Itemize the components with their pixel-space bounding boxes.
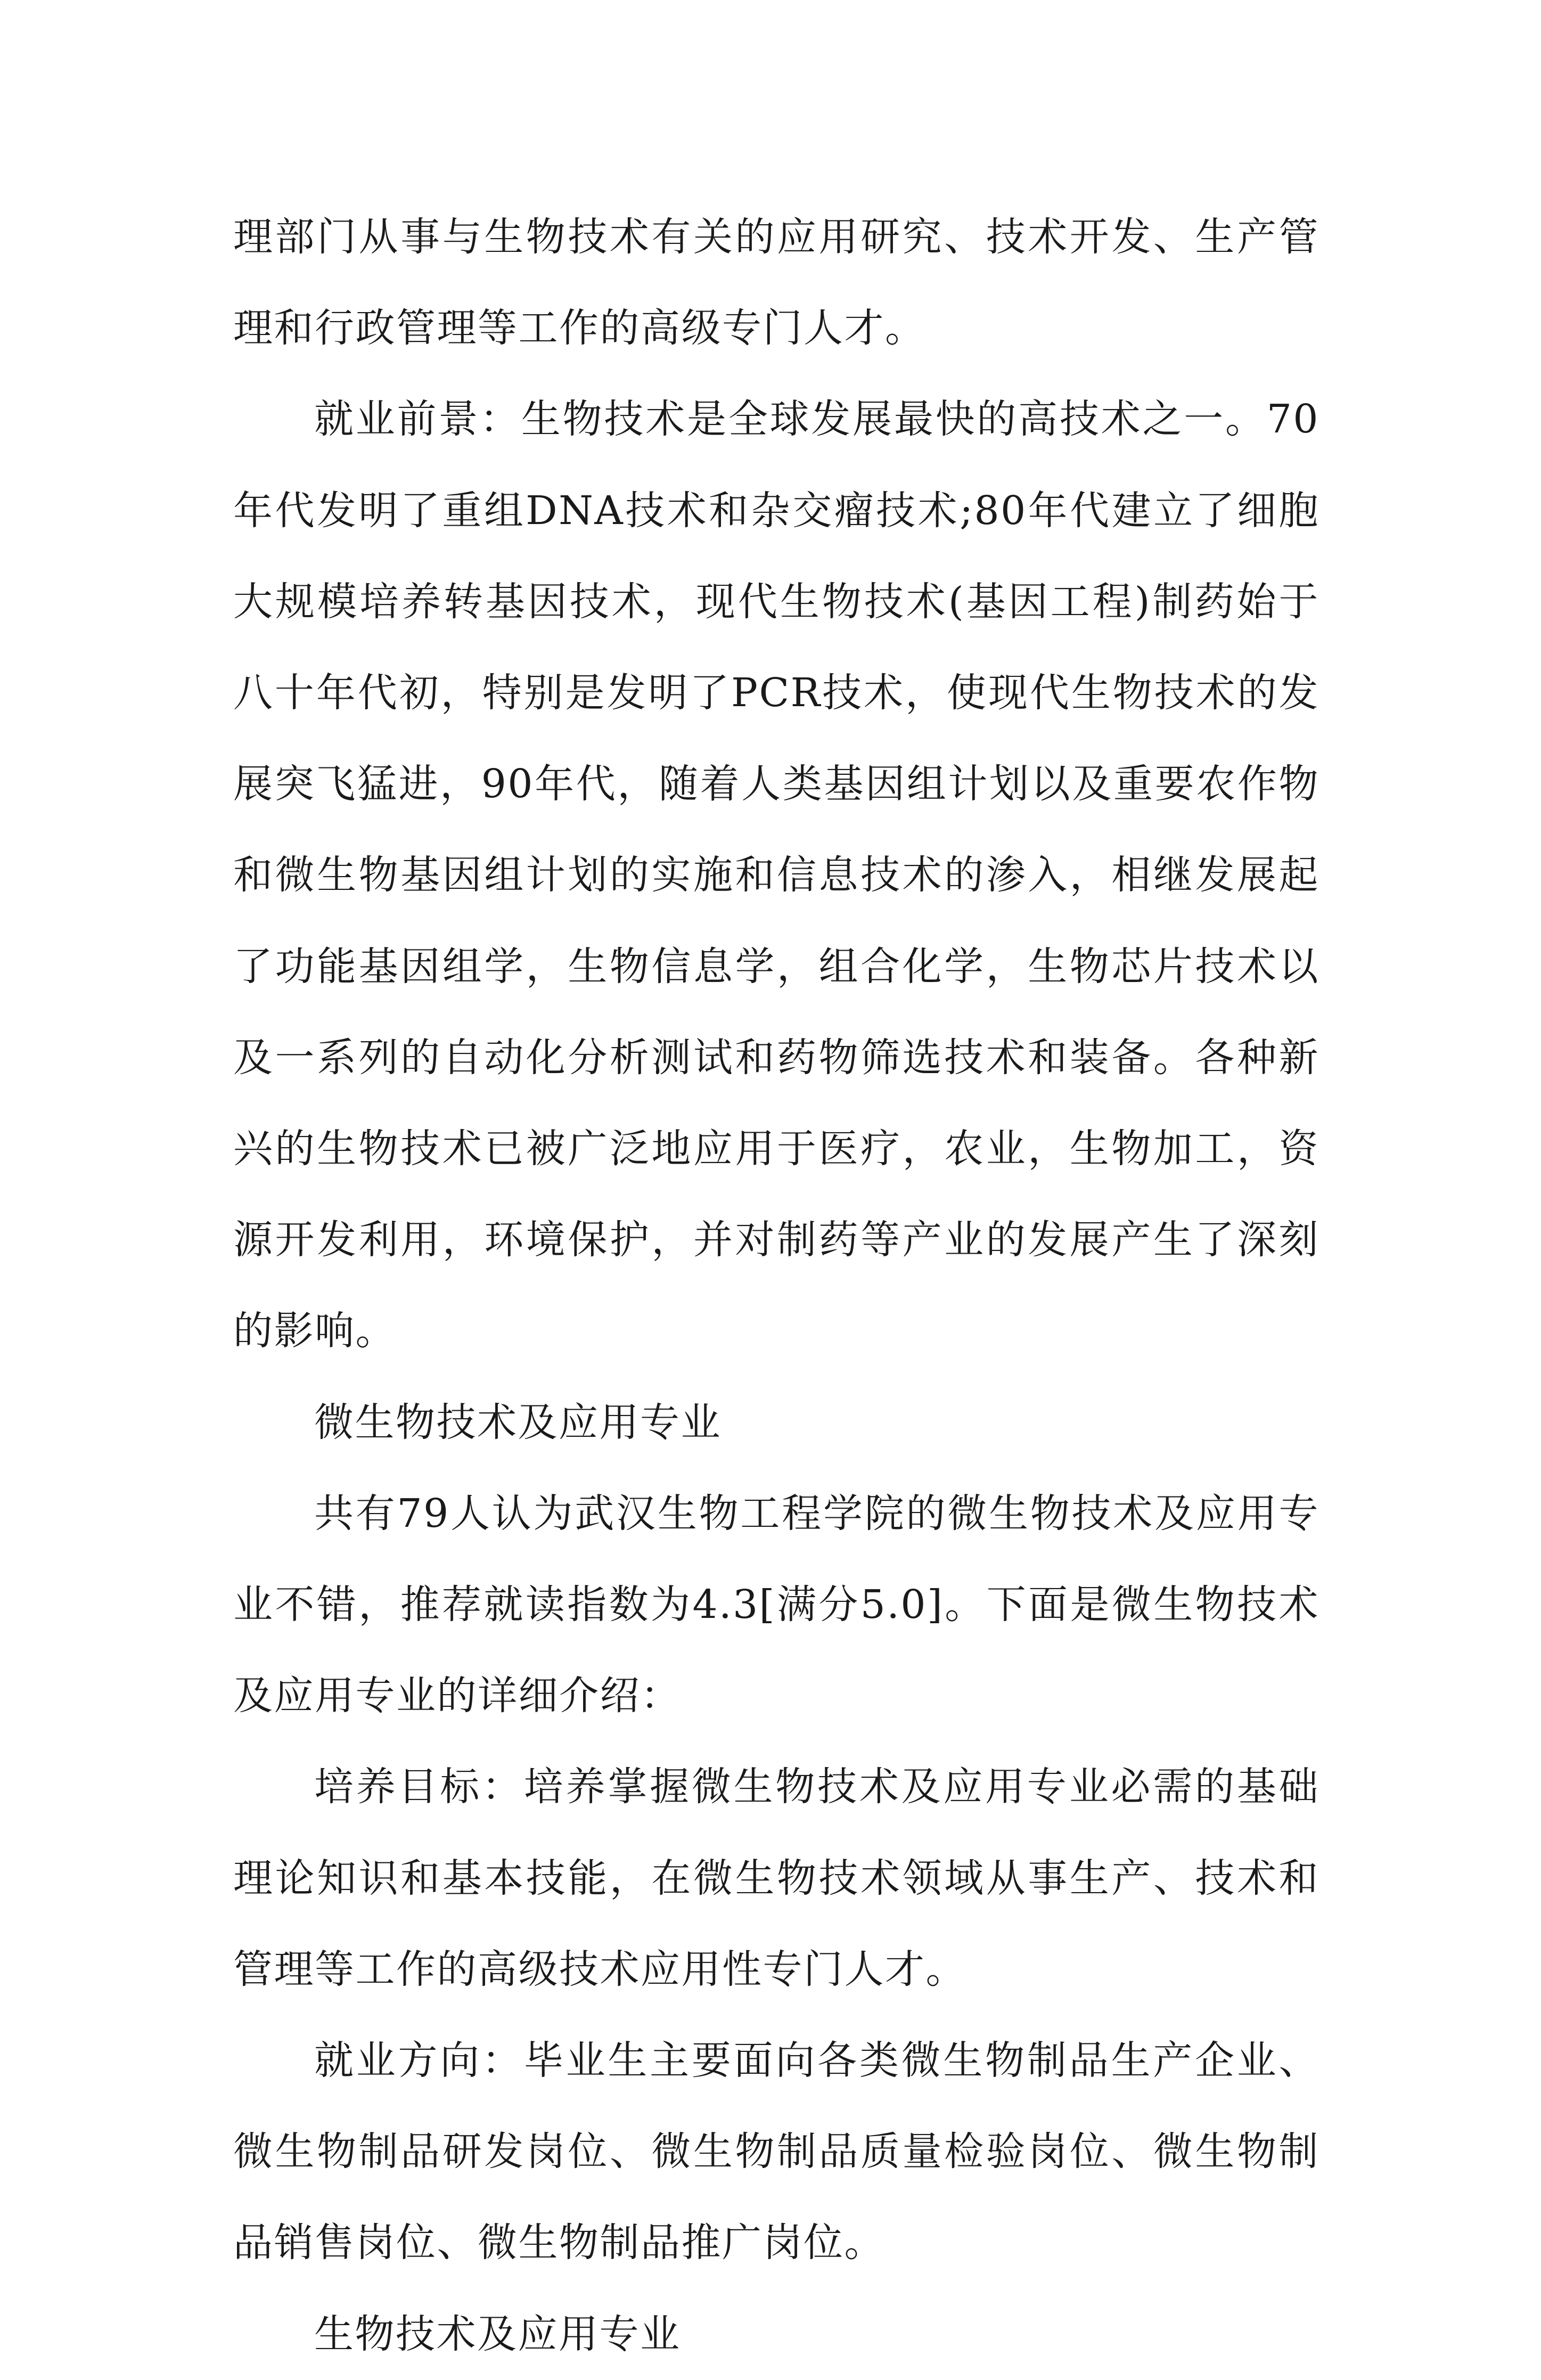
document-body: [233, 192, 1319, 2380]
paragraph-continuation: 理部门从事与生物技术有关的应用研究、技术开发、生产管理和行政管理等工作的高级专门人才。: [233, 214, 1319, 351]
paragraph-training-objectives: 培养目标：培养掌握微生物技术及应用专业必需的基础理论知识和基本技能，在微生物技术领域从事生产、技术和管理等工作的高级技术应用性专门人才。: [233, 1764, 1319, 1992]
section-heading-microbial-technology: 微生物技术及应用专业: [314, 1399, 722, 1445]
paragraph-employment-direction: 就业方向：毕业生主要面向各类微生物制品生产企业、微生物制品研发岗位、微生物制品质量检验岗位、微生物制品销售岗位、微生物制品推广岗位。: [233, 2038, 1319, 2266]
paragraph-microbial-rating: 共有79人认为武汉生物工程学院的微生物技术及应用专业不错，推荐就读指数为4.3[满分5.0]。下面是微生物技术及应用专业的详细介绍：: [233, 1490, 1319, 1719]
paragraph-employment-prospects: 就业前景：生物技术是全球发展最快的高技术之一。70年代发明了重组DNA技术和杂交瘤技术;80年代建立了细胞大规模培养转基因技术，现代生物技术(基因工程)制药始于八十年代初，特别是发明了PCR技术，使现代生物技术的发展突飞猛进，90年代，随着人类基因组计划以及重要农作物和微生物基因组计划的实施和信息技术的渗入，相继发展起了功能基因组学，生物信息学，组合化学，生物芯片技术以及一系列的自动化分析测试和药物筛选技术和装备。各种新兴的生物技术已被广泛地应用于医疗，农业，生物加工，资源开发利用，环境保护，并对制药等产业的发展产生了深刻的影响。: [233, 396, 1319, 1354]
section-heading-biotechnology-application: 生物技术及应用专业: [314, 2311, 681, 2357]
